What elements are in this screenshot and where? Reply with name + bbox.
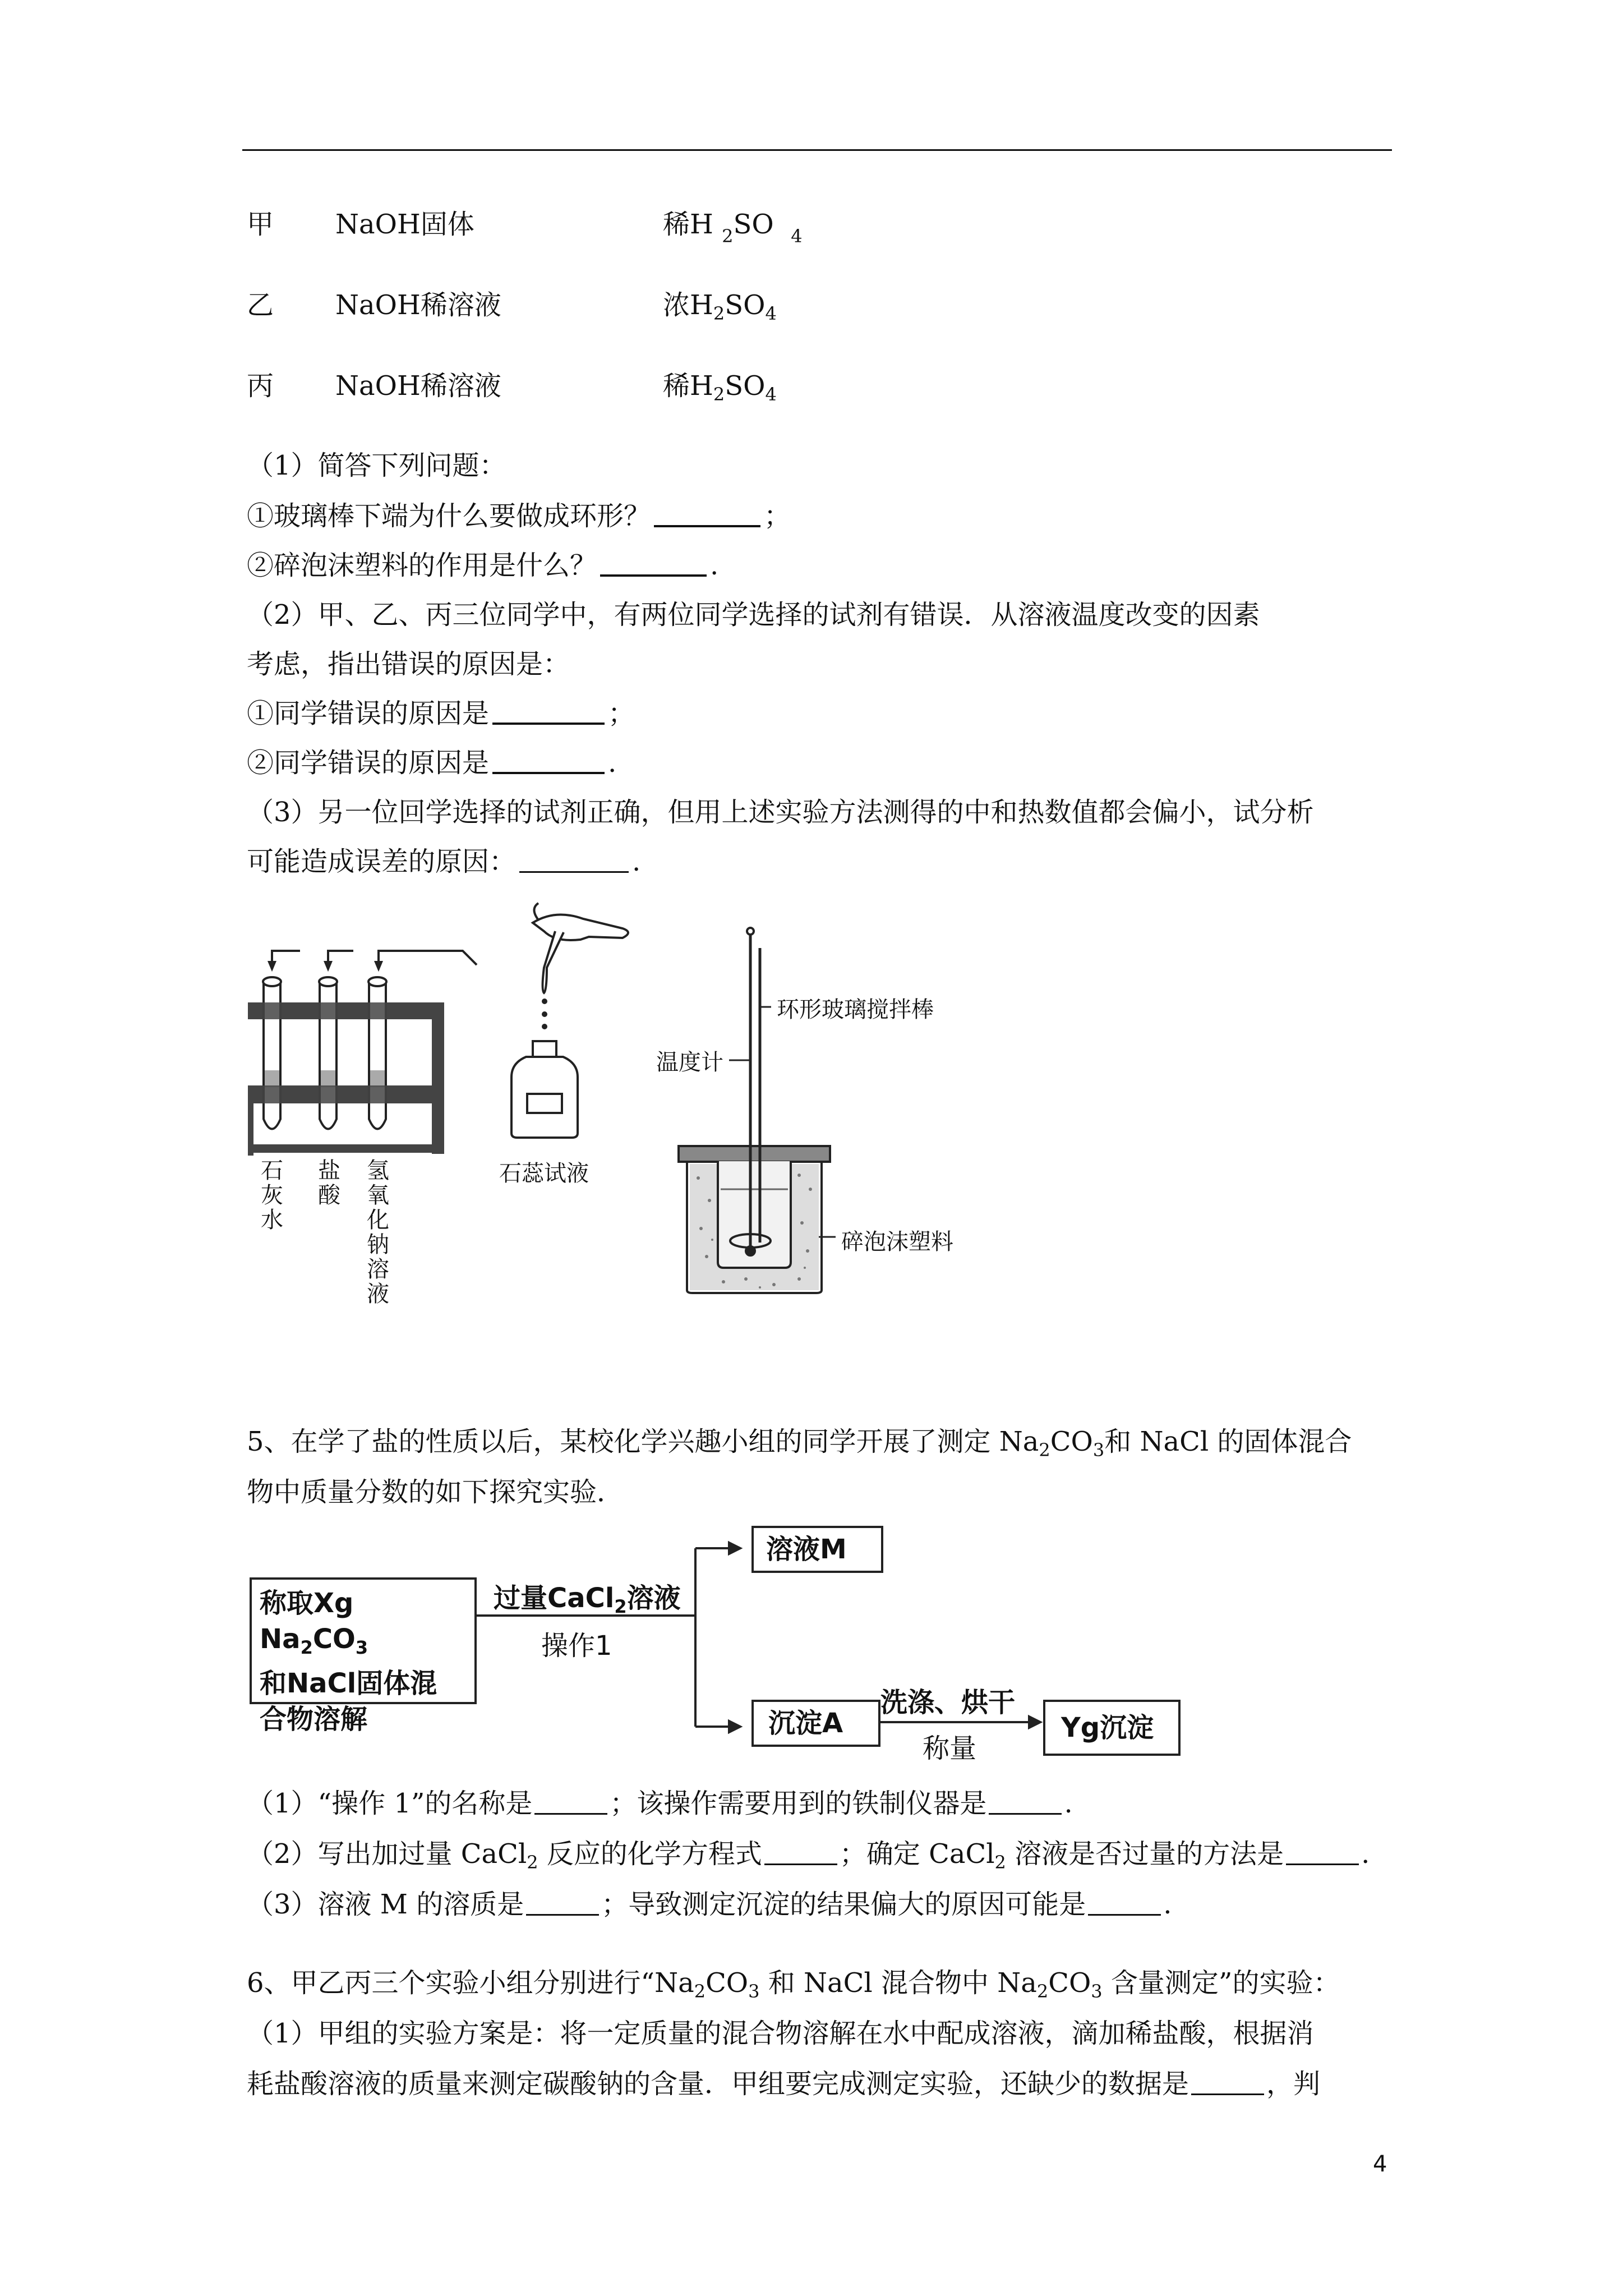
flow-precipitate-box: 沉淀A bbox=[751, 1700, 880, 1747]
foam-label: 碎泡沫塑料 bbox=[841, 1229, 953, 1255]
reagent-acid: 浓$H_2SO_4$ bbox=[663, 289, 777, 324]
flow-result-box: Yg沉淀 bbox=[1043, 1700, 1181, 1756]
reagent-base: NaOH固体 bbox=[335, 209, 474, 240]
dropper-icon bbox=[533, 903, 628, 1028]
reagent-acid: 稀$H_2SO_4$ bbox=[663, 370, 777, 405]
page-number: 4 bbox=[1373, 2151, 1387, 2177]
q4-part3-line1: （3）另一位回学选择的试剂正确，但用上述实验方法测得的中和热数值都会偏小，试分析 bbox=[247, 797, 1314, 828]
q6-line2: （1）甲组的实验方案是：将一定质量的混合物溶解在水中配成溶液，滴加稀盐酸，根据消 bbox=[247, 2018, 1314, 2049]
thermometer-label: 温度计 bbox=[656, 1050, 723, 1075]
reagent-name: 乙 bbox=[247, 289, 274, 321]
header-rule bbox=[242, 149, 1392, 151]
reagent-name: 丙 bbox=[247, 370, 274, 402]
q4-part1: （1）简答下列问题： bbox=[247, 450, 506, 481]
flow-op1-label: 操作1 bbox=[541, 1630, 612, 1662]
flow-reagent-label: 过量CaCl$_2$溶液 bbox=[494, 1582, 681, 1617]
q4-part1a: ①玻璃棒下端为什么要做成环形？ ； bbox=[247, 500, 791, 532]
q4-part2b: ②同学错误的原因是 . bbox=[247, 747, 617, 779]
q6-line1: 6、甲乙丙三个实验小组分别进行“$Na_2CO_3$ 和 NaCl 混合物中 $Na_2CO_3$ 含量测定”的实验： bbox=[247, 1967, 1340, 2002]
test-tube bbox=[263, 977, 281, 1129]
flow-start-line2: 和NaCl固体混 bbox=[260, 1668, 437, 1699]
stirrer-label: 环形玻璃搅拌棒 bbox=[777, 997, 934, 1023]
reagent-name: 甲 bbox=[247, 209, 274, 240]
flow-start-line1: 称取Xg $Na_2CO_3$ bbox=[260, 1588, 368, 1658]
q5-line2: 物中质量分数的如下探究实验． bbox=[247, 1476, 624, 1508]
flow-weigh-label: 称量 bbox=[923, 1733, 977, 1764]
flow-wash-label: 洗涤、烘干 bbox=[880, 1687, 1016, 1718]
flow-start-line3: 合物溶解 bbox=[260, 1704, 368, 1735]
tube-label-limewater: 石灰水 bbox=[261, 1158, 283, 1233]
q4-part2-line2: 考虑，指出错误的原因是： bbox=[247, 648, 570, 680]
q4-part2a: ①同学错误的原因是 ； bbox=[247, 698, 635, 729]
q5-part2: （2）写出加过量 CaCl$_2$ 反应的化学方程式 ；确定 CaCl$_2$ 溶液是否过量的方法是 . bbox=[247, 1838, 1370, 1873]
dropper-label: 石蕊试液 bbox=[499, 1161, 589, 1186]
q4-part2-line1: （2）甲、乙、丙三位同学中，有两位同学选择的试剂有错误．从溶液温度改变的因素 bbox=[247, 599, 1260, 631]
q4-part1b: ②碎泡沫塑料的作用是什么？ . bbox=[247, 550, 719, 581]
reagent-base: NaOH稀溶液 bbox=[335, 370, 501, 402]
q5-line1: 5、在学了盐的性质以后，某校化学兴趣小组的同学开展了测定 $Na_2CO_3$和 NaCl 的固体混合 bbox=[247, 1426, 1352, 1461]
q5-part1: （1）“操作 1”的名称是 ；该操作需要用到的铁制仪器是 . bbox=[247, 1788, 1073, 1819]
tube-label-hcl: 盐酸 bbox=[318, 1158, 340, 1208]
tube-label-naoh: 氢氧化钠溶液 bbox=[367, 1158, 389, 1307]
q6-line3: 耗盐酸溶液的质量来测定碳酸钠的含量．甲组要完成测定实验，还缺少的数据是 ，判 bbox=[247, 2068, 1321, 2100]
reagent-bottle-icon bbox=[511, 1041, 578, 1138]
flow-start-box bbox=[250, 1577, 477, 1735]
test-tube-rack bbox=[248, 951, 477, 1156]
flow-solution-box: 溶液M bbox=[751, 1526, 883, 1573]
q4-part3-line2: 可能造成误差的原因： . bbox=[247, 846, 641, 877]
reagent-acid: 稀H $_2$SO $_4$ bbox=[663, 209, 803, 247]
q5-part3: （3）溶液 M 的溶质是 ；导致测定沉淀的结果偏大的原因可能是 . bbox=[247, 1889, 1172, 1920]
calorimeter bbox=[679, 928, 836, 1293]
test-tube bbox=[319, 977, 337, 1129]
test-tube bbox=[368, 977, 386, 1129]
reagent-base: NaOH稀溶液 bbox=[335, 289, 501, 321]
